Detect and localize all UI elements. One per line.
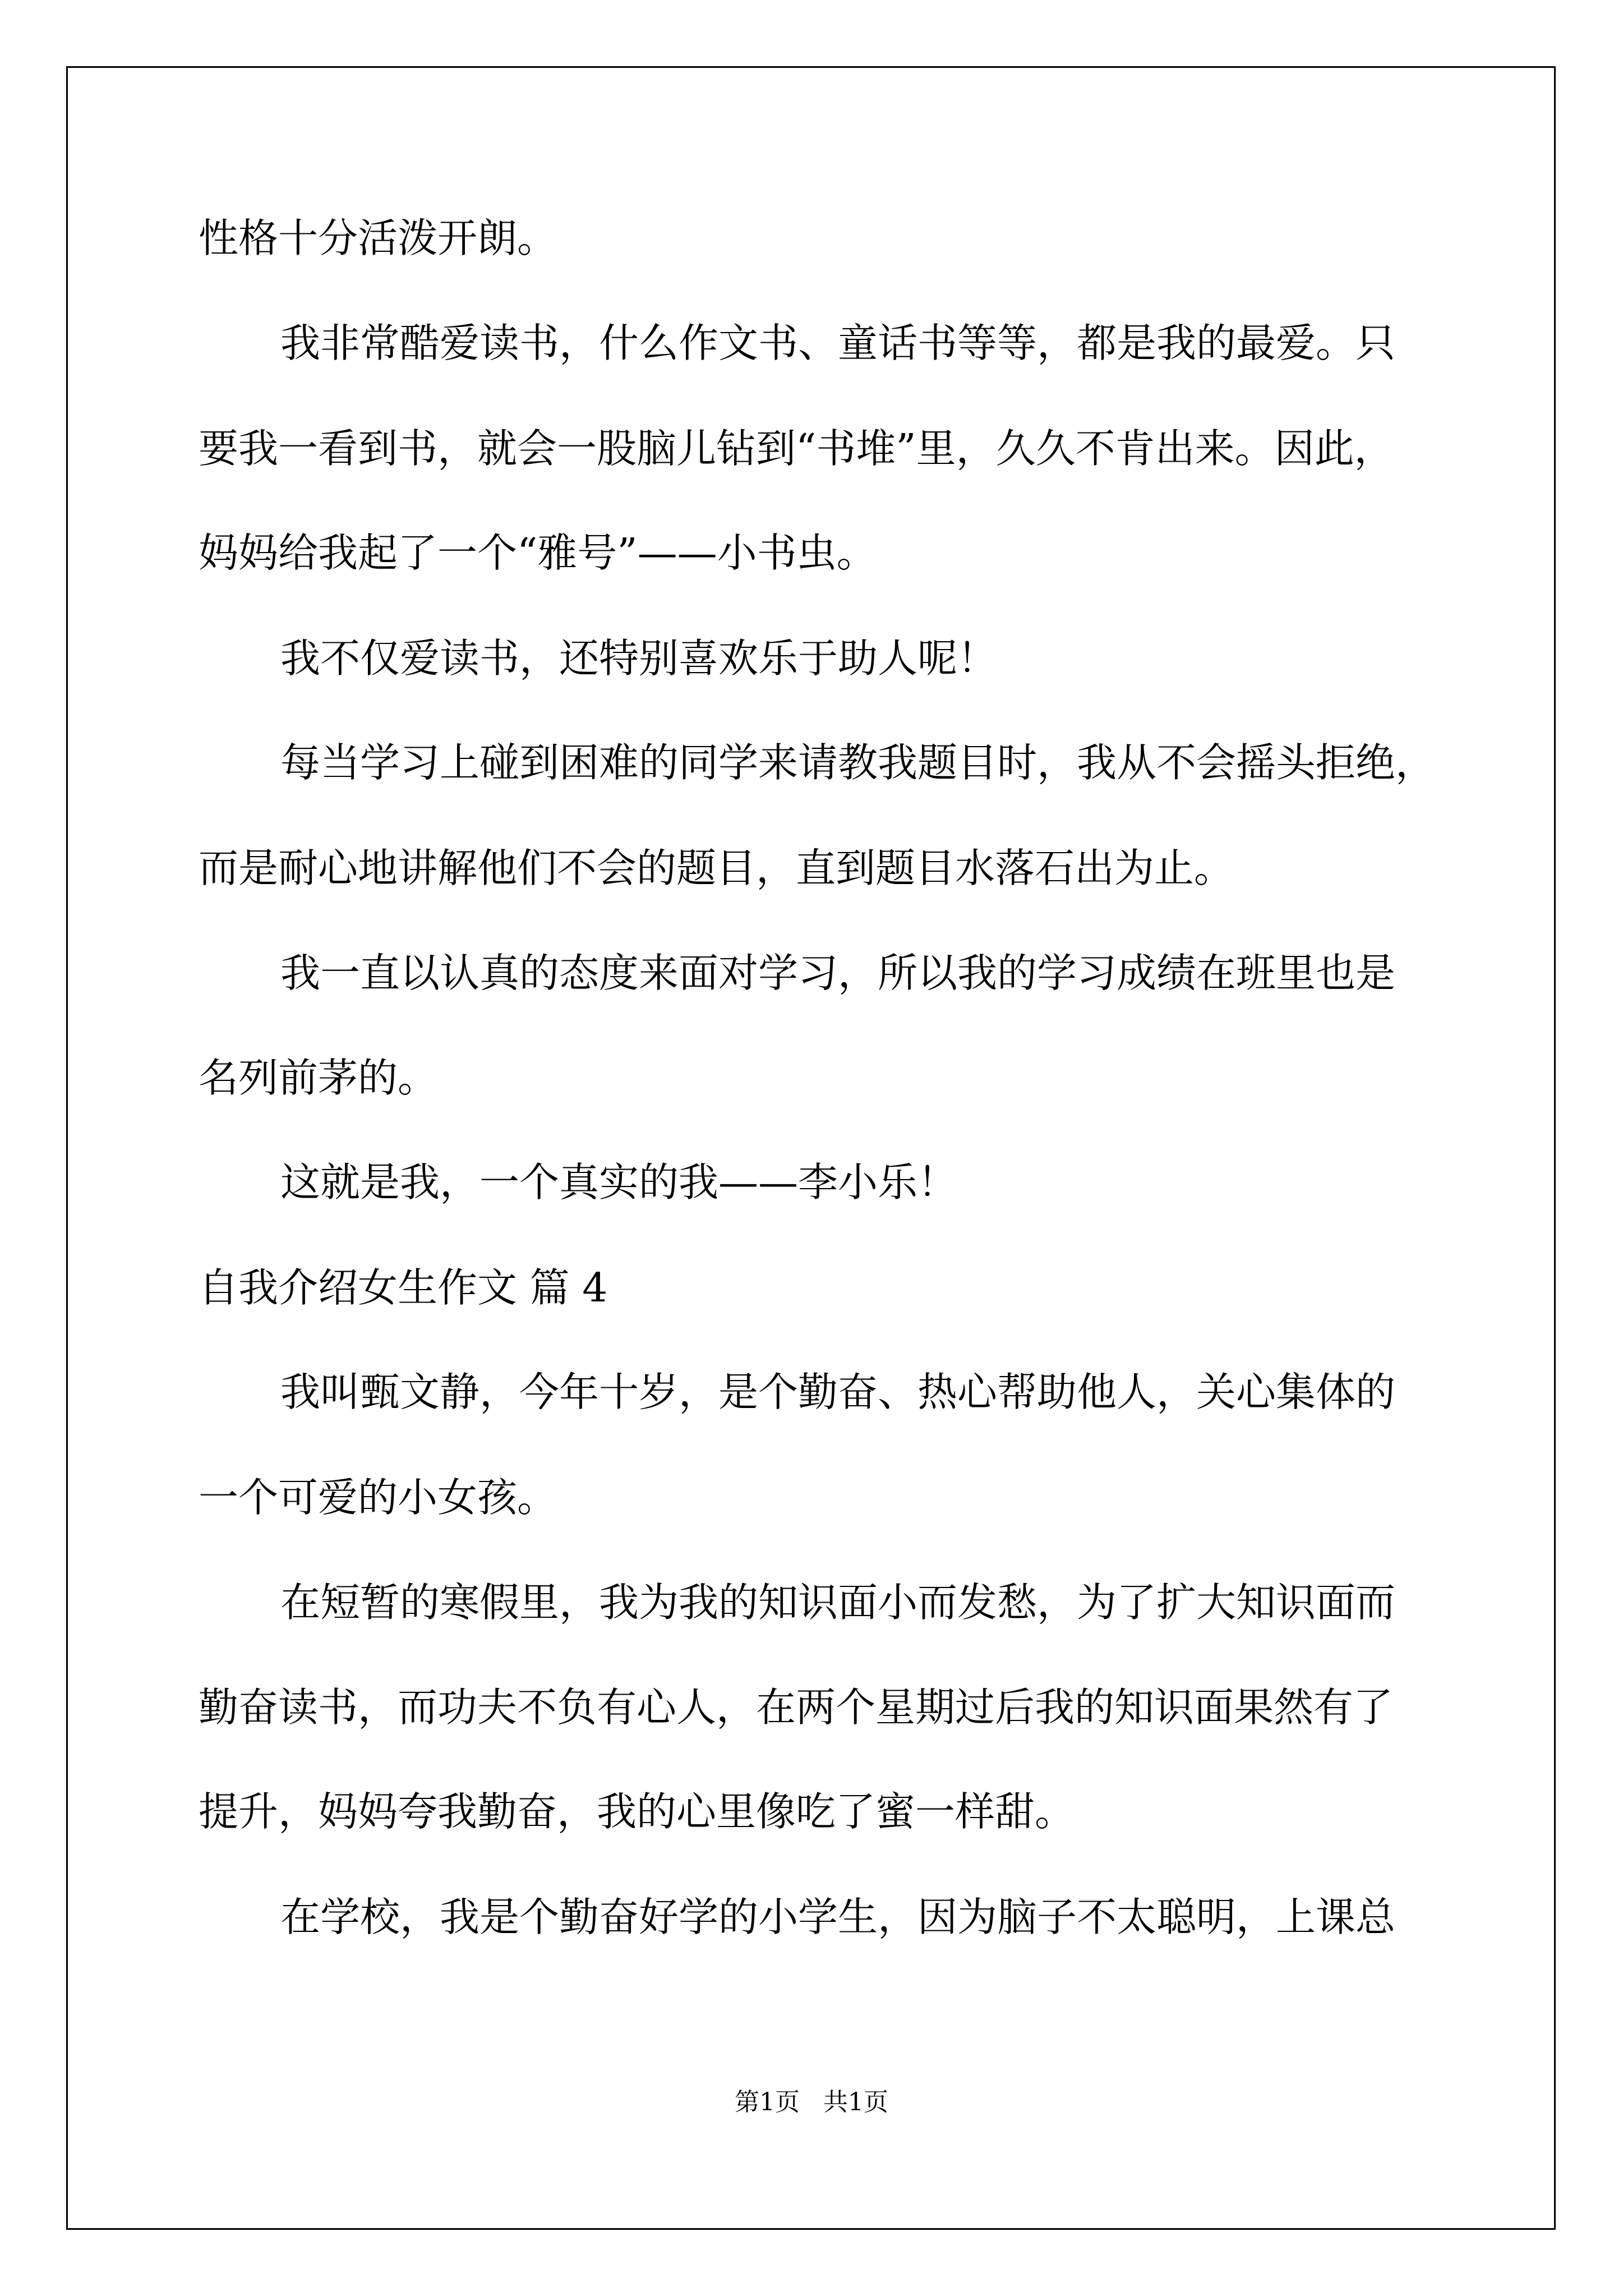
paragraph-line: 我非常酷爱读书，什么作文书、童话书等等，都是我的最爱。只 [280,320,1396,366]
text-line: 妈妈给我起了一个“雅号”——小书虫。 [199,530,877,576]
text-line: 要我一看到书，就会一股脑儿钻到“书堆”里，久久不肯出来。因此， [199,425,1394,472]
text-line: 一个可爱的小女孩。 [199,1474,557,1521]
paragraph-line: 这就是我，一个真实的我——李小乐！ [280,1159,958,1205]
text-line: 提升，妈妈夸我勤奋，我的心里像吃了蜜一样甜。 [199,1788,1075,1835]
paragraph-line: 在学校，我是个勤奋好学的小学生，因为脑子不太聪明，上课总 [280,1894,1396,1940]
text-line: 名列前茅的。 [199,1055,438,1101]
paragraph-line: 我一直以认真的态度来面对学习，所以我的学习成绩在班里也是 [280,950,1396,996]
section-heading: 自我介绍女生作文 篇 4 [199,1264,608,1311]
paragraph-line: 我不仅爱读书，还特别喜欢乐于助人呢！ [280,635,998,682]
paragraph-line: 每当学习上碰到困难的同学来请教我题目时，我从不会摇头拒绝， [280,739,1436,786]
page-number-footer: 第1页 共1页 [735,2088,888,2116]
text-line: 性格十分活泼开朗。 [199,215,557,261]
text-line: 而是耐心地讲解他们不会的题目，直到题目水落石出为止。 [199,845,1234,891]
text-line: 勤奋读书，而功夫不负有心人，在两个星期过后我的知识面果然有了 [199,1684,1394,1731]
paragraph-line: 我叫甄文静，今年十岁，是个勤奋、热心帮助他人，关心集体的 [280,1369,1396,1415]
paragraph-line: 在短暂的寒假里，我为我的知识面小而发愁，为了扩大知识面而 [280,1579,1396,1626]
